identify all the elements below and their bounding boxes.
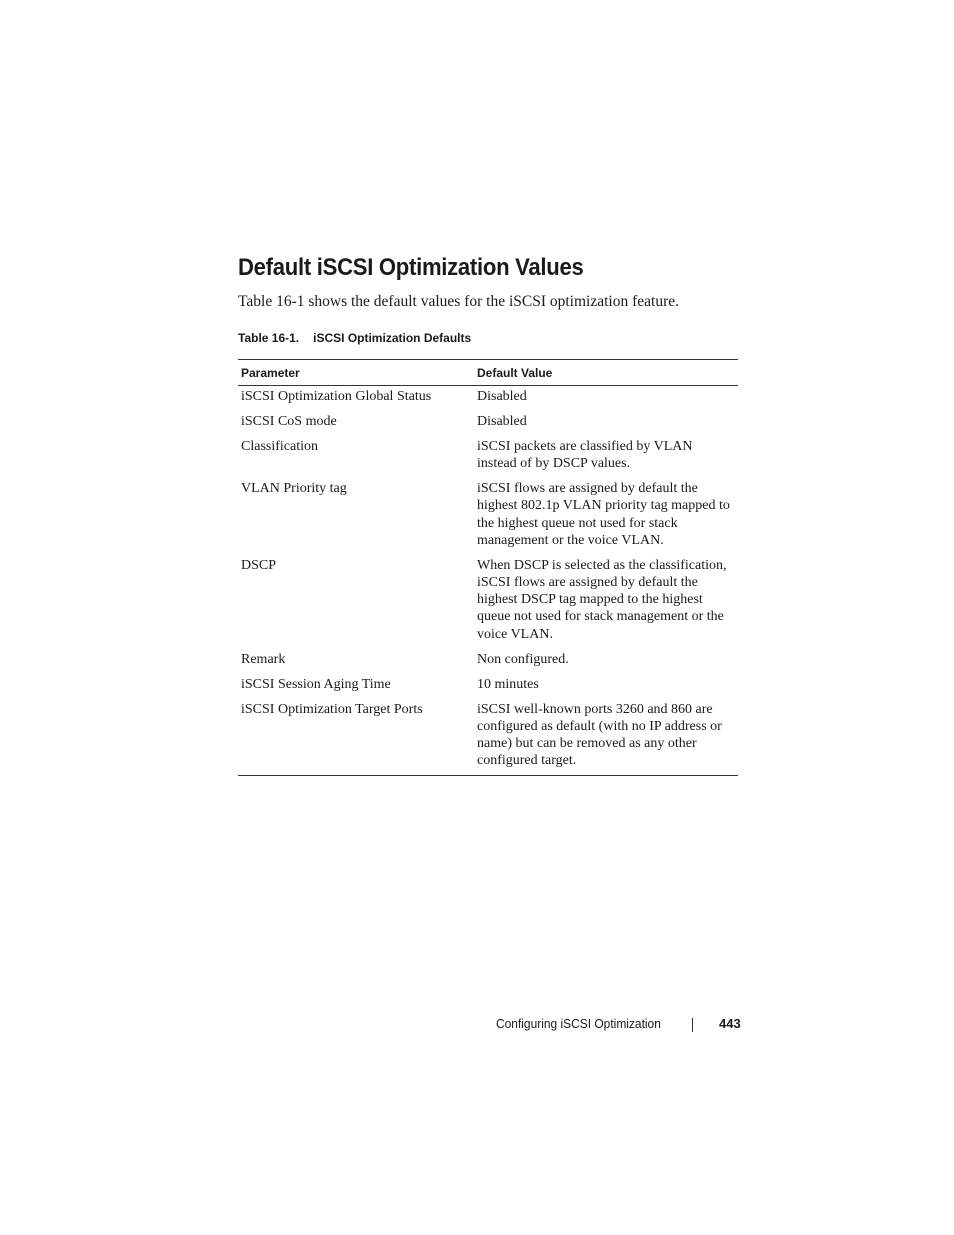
table-body	[238, 386, 738, 775]
parameter-cell: iSCSI Session Aging Time	[241, 676, 391, 692]
table-row	[238, 676, 738, 693]
table-caption-title: iSCSI Optimization Defaults	[313, 331, 472, 345]
default-value-cell: iSCSI flows are assigned by default the highest 802.1p VLAN priority tag mapped to the highest queue not used for stack management or the voice VLAN.	[477, 481, 730, 548]
parameter-cell: iSCSI Optimization Global Status	[241, 389, 432, 404]
parameter-cell: VLAN Priority tag	[241, 481, 347, 497]
default-value-cell: Disabled	[477, 414, 527, 429]
default-value-cell: Non configured.	[477, 651, 569, 667]
column-header-default-value: Default Value	[477, 365, 553, 380]
parameter-cell: iSCSI Optimization Target Ports	[241, 701, 423, 717]
parameter-cell: Remark	[241, 651, 286, 667]
default-value-cell: iSCSI well-known ports 3260 and 860 are configured as default (with no IP address or name) but can be removed as any other configured target.	[477, 701, 722, 769]
intro-paragraph: Table 16-1 shows the default values for the iSCSI optimization feature.	[238, 293, 679, 310]
footer-separator	[692, 1018, 693, 1032]
parameter-cell: Classification	[241, 439, 318, 454]
table-caption-number: Table 16-1.	[238, 331, 300, 345]
table-row	[238, 388, 738, 405]
default-value-cell: iSCSI packets are classified by VLAN instead of by DSCP values.	[477, 439, 693, 472]
table-row	[238, 480, 738, 549]
page-number: 443	[719, 1016, 741, 1031]
table-row	[238, 557, 738, 643]
table-caption	[238, 331, 471, 345]
parameter-cell: iSCSI CoS mode	[241, 414, 337, 429]
footer-chapter-title: Configuring iSCSI Optimization	[496, 1016, 661, 1031]
table-row	[238, 701, 738, 770]
table-row	[238, 438, 738, 472]
defaults-table	[238, 359, 738, 776]
default-value-cell: Disabled	[477, 389, 527, 404]
default-value-cell: When DSCP is selected as the classification, iSCSI flows are assigned by default the highest DSCP tag mapped to the highest queue not used for stack management or the voice VLAN.	[477, 557, 727, 642]
default-value-cell: 10 minutes	[477, 676, 539, 692]
table-row	[238, 413, 738, 430]
parameter-cell: DSCP	[241, 557, 277, 573]
section-heading: Default iSCSI Optimization Values	[238, 254, 584, 281]
column-header-parameter: Parameter	[241, 365, 300, 380]
table-header-row	[238, 360, 738, 386]
table-row	[238, 651, 738, 668]
